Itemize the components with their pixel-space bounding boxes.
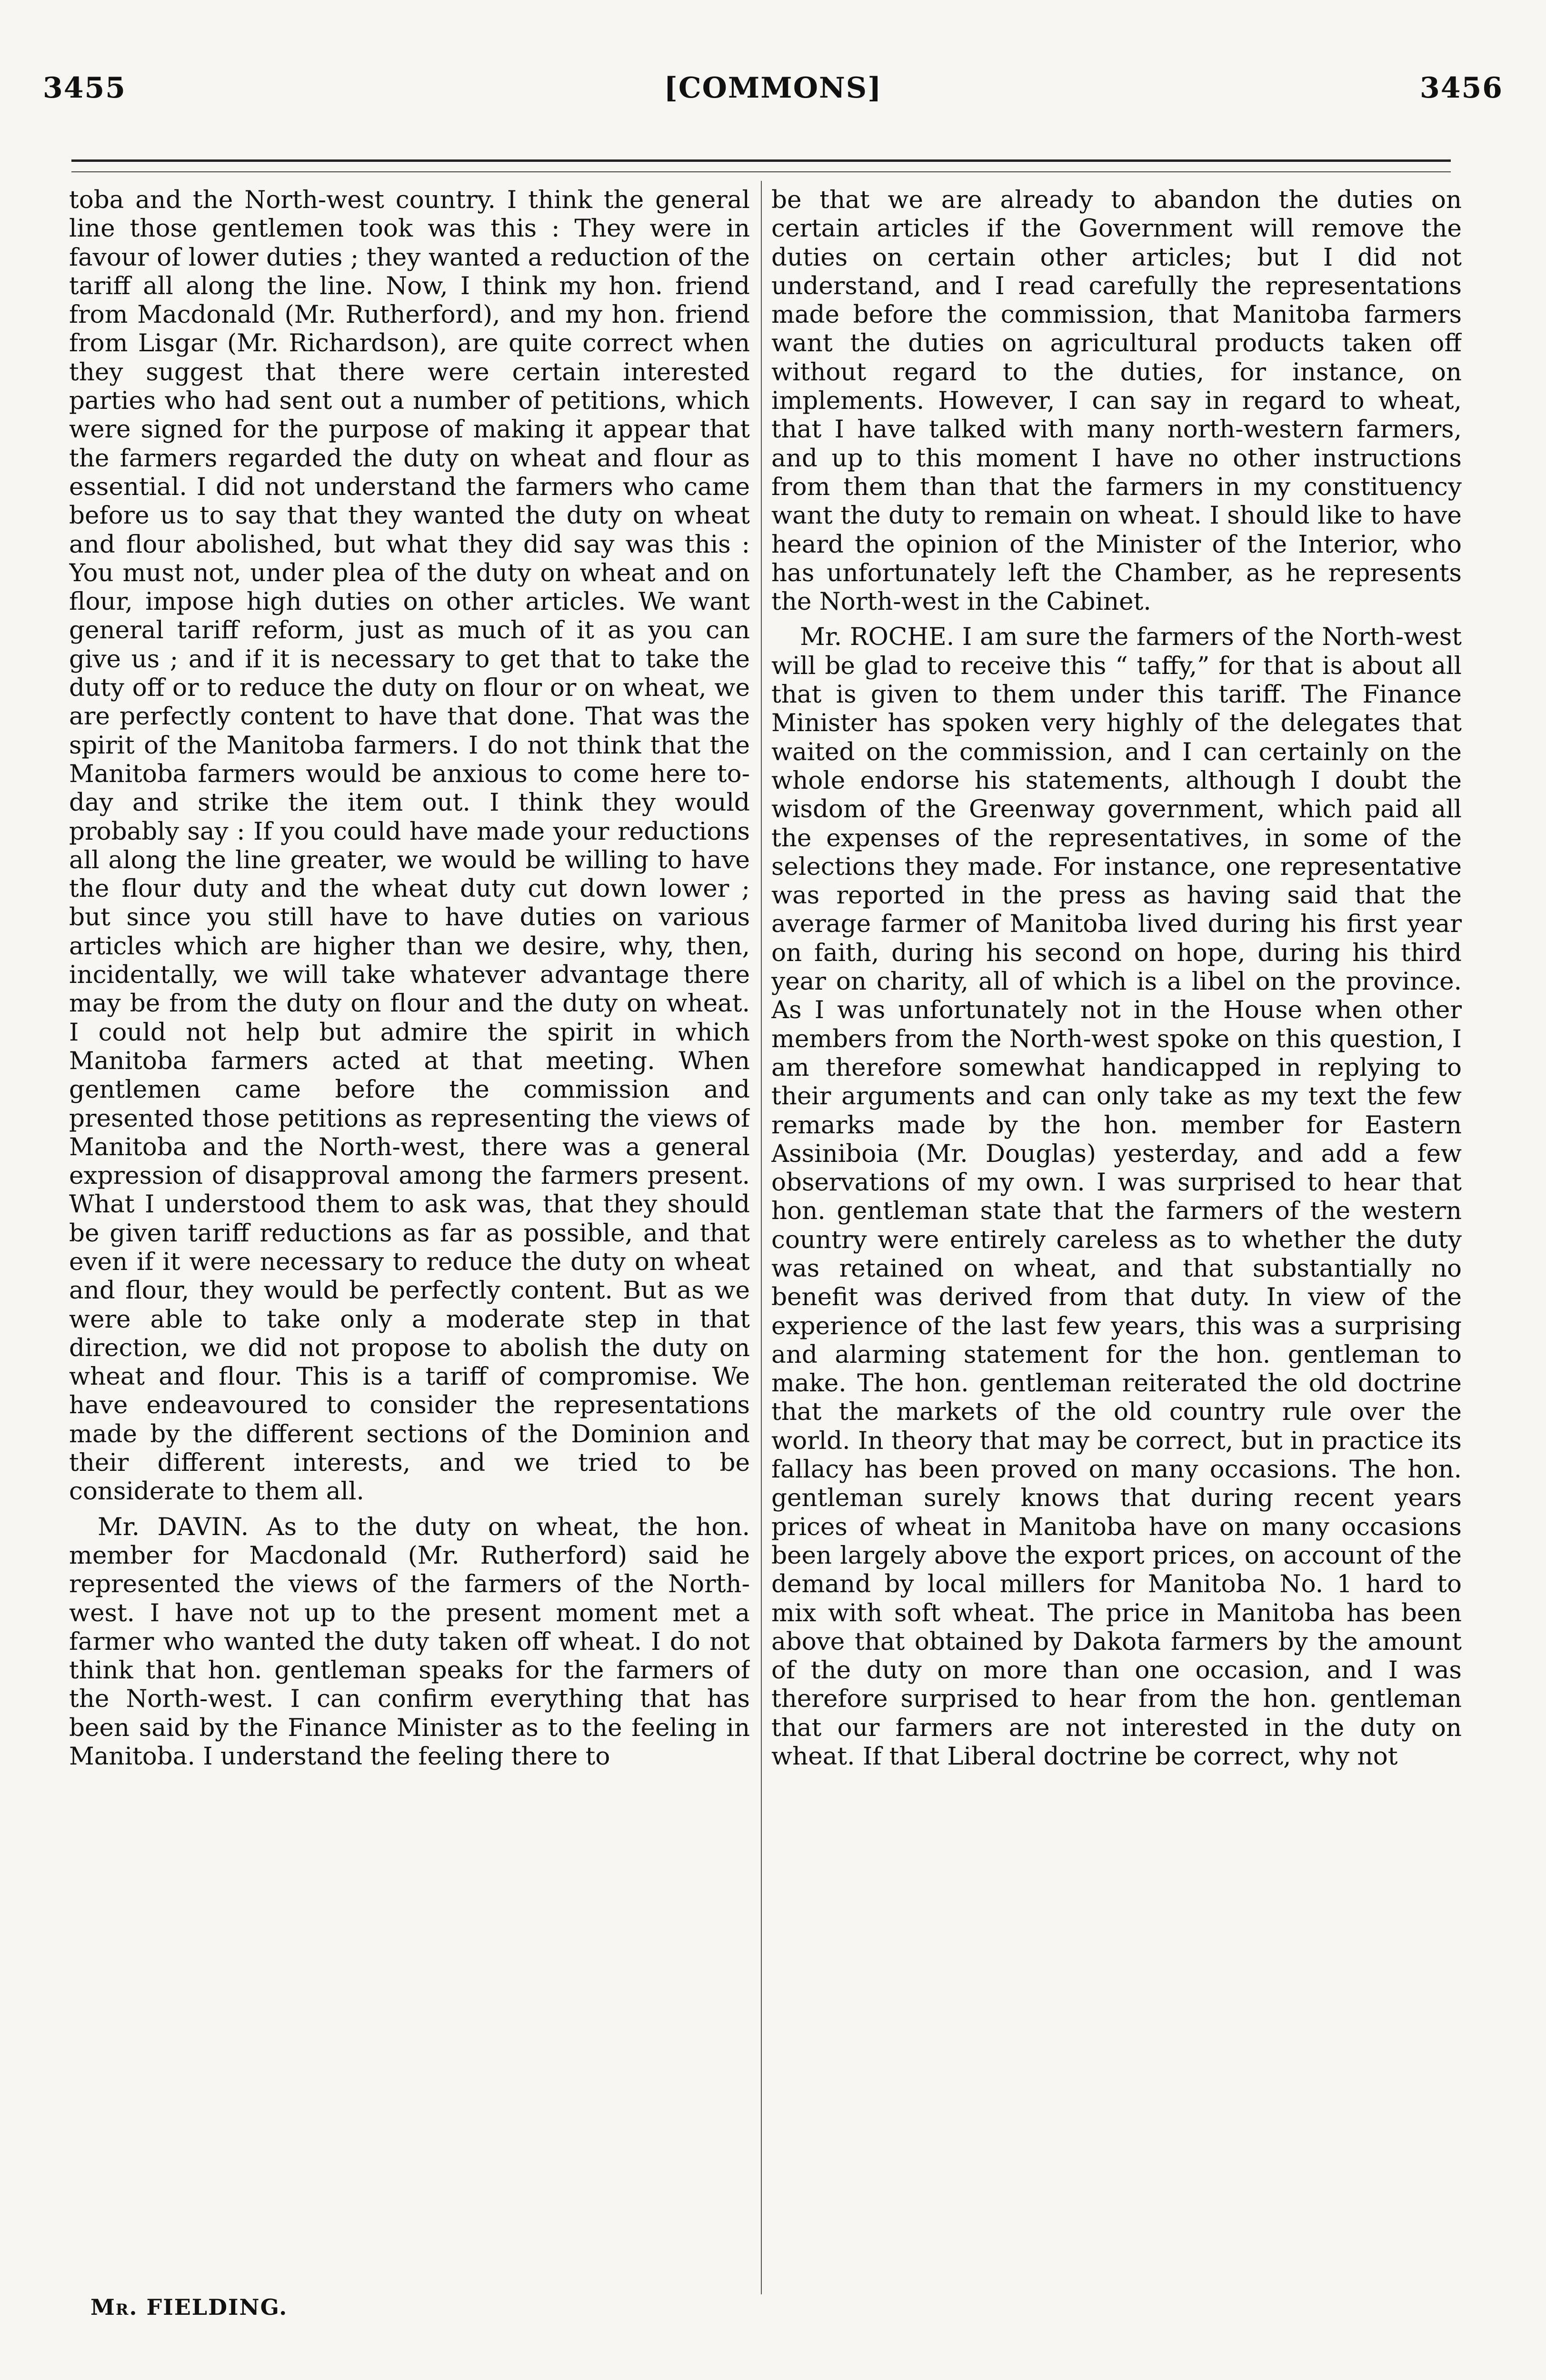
header-rule-thin — [71, 171, 1451, 172]
column-divider — [761, 181, 762, 2294]
page-number-right: 3456 — [1420, 71, 1503, 105]
page-title: [COMMONS] — [664, 71, 882, 105]
header-rule-thick — [71, 159, 1451, 162]
right-column — [771, 186, 1462, 2290]
page-number-left: 3455 — [43, 71, 126, 105]
paragraph: Mr. DAVIN. As to the duty on wheat, the hon. member for Macdonald (Mr. Rutherford) said he represented the views of the farmers of the North-west. I have not up to the present moment met a farmer who wanted the duty taken off wheat. I do not think that hon. gentleman speaks for the farmers of the North-west. I can confirm everything that has been said by the Finance Minister as to the feeling in Manitoba. I understand the feeling there to — [69, 1512, 750, 1771]
paragraph: Mr. ROCHE. I am sure the farmers of the North-west will be glad to receive this “ taffy,” for that is about all that is given to them under this tariff. The Finance Minister has spoken very highly of the delegates that waited on the commission, and I can certainly on the whole endorse his statements, although I doubt the wisdom of the Greenway government, which paid all the expenses of the representatives, in some of the selections they made. For instance, one representative was reported in the press as having said that the average farmer of Manitoba lived during his first year on faith, during his second on hope, during his third year on charity, all of which is a libel on the province. As I was unfortunately not in the House when other members from the North-west spoke on this question, I am therefore somewhat handicapped in replying to their arguments and can only take as my text the few remarks made by the hon. member for Eastern Assiniboia (Mr. Douglas) yesterday, and add a few observations of my own. I was surprised to hear that hon. gentleman state that the farmers of the western country were entirely careless as to whether the duty was retained on wheat, and that substantially no benefit was derived from that duty. In view of the experience of the last few years, this was a surprising and alarming statement for the hon. gentleman to make. The hon. gentleman reiterated the old doctrine that the markets of the old country rule over the world. In theory that may be correct, but in practice its fallacy has been proved on many occasions. The hon. gentleman surely knows that during recent years prices of wheat in Manitoba have on many occasions been largely above the export prices, on account of the demand by local millers for Manitoba No. 1 hard to mix with soft wheat. The price in Manitoba has been above that obtained by Dakota farmers by the amount of the duty on more than one occasion, and I was therefore surprised to hear from the hon. gentleman that our farmers are not interested in the duty on wheat. If that Liberal doctrine be correct, why not — [771, 623, 1462, 1771]
page-header — [43, 71, 1503, 124]
running-foot: Mr. FIELDING. — [90, 2294, 288, 2320]
left-column — [69, 186, 750, 2290]
paragraph: be that we are already to abandon the duties on certain articles if the Government will remove the duties on certain other articles; but I did not understand, and I read carefully the representations made before the commission, that Manitoba farmers want the duties on agricultural products taken off without regard to the duties, for instance, on implements. However, I can say in regard to wheat, that I have talked with many north-western farmers, and up to this moment I have no other instructions from them than that the farmers in my constituency want the duty to remain on wheat. I should like to have heard the opinion of the Minister of the Interior, who has unfortunately left the Chamber, as he represents the North-west in the Cabinet. — [771, 186, 1462, 616]
paragraph: toba and the North-west country. I think the general line those gentlemen took was this : They were in favour of lower duties ; they wanted a reduction of the tariff all along the line. Now, I think my hon. friend from Macdonald (Mr. Rutherford), and my hon. friend from Lisgar (Mr. Richardson), are quite correct when they suggest that there were certain interested parties who had sent out a number of petitions, which were signed for the purpose of making it appear that the farmers regarded the duty on wheat and flour as essential. I did not understand the farmers who came before us to say that they wanted the duty on wheat and flour abolished, but what they did say was this : You must not, under plea of the duty on wheat and on flour, impose high duties on other articles. We want general tariff reform, just as much of it as you can give us ; and if it is necessary to get that to take the duty off or to reduce the duty on flour or on wheat, we are perfectly content to have that done. That was the spirit of the Manitoba farmers. I do not think that the Manitoba farmers would be anxious to come here to-day and strike the item out. I think they would probably say : If you could have made your reductions all along the line greater, we would be willing to have the flour duty and the wheat duty cut down lower ; but since you still have to have duties on various articles which are higher than we desire, why, then, incidentally, we will take whatever advantage there may be from the duty on flour and the duty on wheat. I could not help but admire the spirit in which Manitoba farmers acted at that meeting. When gentlemen came before the commission and presented those petitions as representing the views of Manitoba and the North-west, there was a general expression of disapproval among the farmers present. What I understood them to ask was, that they should be given tariff reductions as far as possible, and that even if it were necessary to reduce the duty on wheat and flour, they would be perfectly content. But as we were able to take only a moderate step in that direction, we did not propose to abolish the duty on wheat and flour. This is a tariff of compromise. We have endeavoured to consider the representations made by the different sections of the Dominion and their different interests, and we tried to be considerate to them all. — [69, 186, 750, 1506]
